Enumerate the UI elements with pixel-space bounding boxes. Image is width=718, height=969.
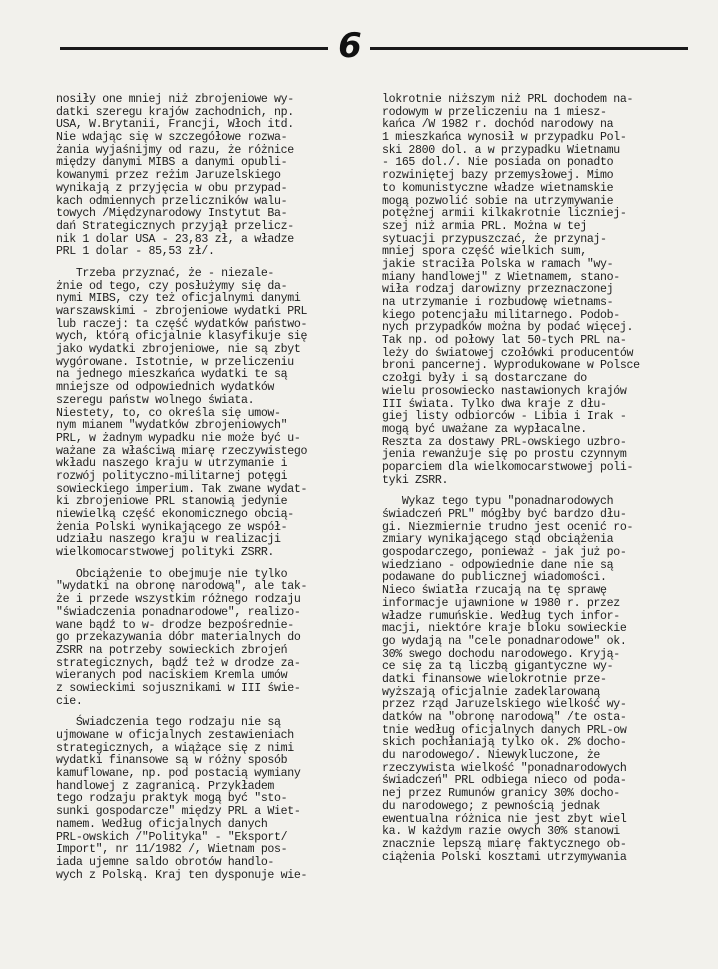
left-text-line: nosiły one mniej niż zbrojeniowe wy-	[56, 93, 294, 106]
right-text-line: tyki ZSRR.	[382, 473, 449, 487]
left-text-line: rozwój polityczno-militarnej potęgi	[56, 469, 288, 483]
left-text-line: wane bądź to w- drodze bezpośrednie-	[56, 618, 294, 632]
left-text-line: szeregu państw wolnego świata.	[56, 393, 255, 407]
right-text-line: mogą być uważane za wypłacalne.	[382, 422, 587, 436]
left-text-line: strategicznych, bądź też w drodze za-	[56, 656, 301, 670]
left-text-line: warszawskimi - zbrojeniowe wydatki PRL	[56, 305, 308, 318]
right-text-line: to komunistyczne władze wietnamskie	[382, 181, 614, 195]
left-text-line: między danymi MIBS a danymi opubli-	[56, 156, 288, 170]
left-text-line: Niestety, to, co określa się umow-	[56, 406, 281, 420]
right-text-line: rodowym w przeliczeniu na 1 miesz-	[382, 105, 607, 119]
right-text-line: du narodowego; z pewnością jednak	[382, 799, 601, 813]
left-text-line: tego rodzaju praktyk mogą być "sto-	[56, 792, 288, 806]
left-text-line: Trzeba przyznać, że - niezale-	[56, 266, 275, 280]
left-text-line: sowieckiego imperium. Tak zwane wydat-	[56, 482, 308, 496]
left-text-line: namem. Według oficjalnych danych	[56, 817, 268, 831]
page-number: 6	[338, 26, 362, 66]
left-text-line: wych, którą oficjalnie klasyfikuje się	[56, 330, 308, 344]
left-text-line: nik 1 dolar USA - 23,83 zł, a władze	[56, 232, 294, 246]
left-text-line: żania wyjaśnijmy od razu, że różnice	[56, 143, 294, 157]
left-text-line: dań Strategicznych przyjął przelicz-	[56, 219, 294, 233]
header-rule-right	[370, 47, 688, 50]
right-text-line: ewentualna różnica nie jest zbyt wiel	[382, 812, 627, 826]
right-text-line: kiego potencjału militarnego. Podob-	[382, 308, 620, 322]
right-text-line: informacje ujawnione w 1980 r. przez	[382, 596, 620, 610]
right-text-column	[382, 94, 694, 864]
left-text-line: na jednego mieszkańca wydatki te są	[56, 368, 288, 382]
left-text-line: go przekazywania dóbr materialnych do	[56, 631, 301, 645]
header-rule-left	[60, 47, 328, 50]
left-text-line: lub raczej: ta część wydatków państwo-	[56, 317, 308, 331]
right-text-line: świadczeń" PRL odbiega nieco od poda-	[382, 774, 627, 788]
left-text-line: żnie od tego, czy posłużymy się da-	[56, 279, 288, 293]
right-text-line: mniej spora część wielkich sum,	[382, 245, 587, 259]
right-text-line: znacznie lepszą miarę faktycznego ob-	[382, 837, 627, 851]
left-text-line: ZSRR na potrzeby sowieckich zbrojeń	[56, 643, 288, 657]
left-text-line: iada ujemne saldo obrotów handlo-	[56, 855, 275, 869]
right-text-line: świadczeń PRL" mógłby być bardzo dłu-	[382, 508, 627, 521]
left-text-line: wieranych pod naciskiem Kremla umów	[56, 669, 288, 683]
left-text-line: nym mianem "wydatków zbrojeniowych"	[56, 419, 288, 433]
right-text-line: tnie według oficjalnych danych PRL-ow	[382, 723, 627, 737]
right-text-line: na utrzymanie i rozbudowę wietnams-	[382, 296, 614, 309]
right-text-line: mogą pozwolić sobie na utrzymywanie	[382, 194, 614, 208]
right-text-line: czołgi były i są dostarczane do	[382, 372, 587, 386]
left-text-line: strategicznych, a wiążące się z nimi	[56, 741, 294, 755]
left-text-line: Obciążenie to obejmuje nie tylko	[56, 567, 288, 581]
left-text-line: Import", nr 11/1982 /, Wietnam pos-	[56, 843, 288, 857]
left-text-line: cie.	[56, 694, 83, 708]
left-text-line: wych z Polską. Kraj ten dysponuje wie-	[56, 868, 308, 882]
right-text-line: leży do światowej czołówki producentów	[382, 346, 634, 360]
right-text-line: jakie straciła Polska w ramach "wy-	[382, 257, 614, 271]
right-text-line: wiedziano - odpowiednie dane nie są	[382, 558, 614, 572]
right-text-line: jenia rewanżuje się po prostu czynnym	[382, 448, 627, 462]
left-text-line: że i przede wszystkim różnego rodzaju	[56, 593, 301, 607]
left-text-line: wydatki finansowe są w różny sposób	[56, 754, 288, 768]
left-text-line: Nie wdając się w szczegółowe rozwa-	[56, 131, 288, 145]
left-text-line: wynikają z przyjęcia w obu przypad-	[56, 181, 288, 195]
left-text-line: "świadczenia ponadnarodowe", realizo-	[56, 605, 301, 619]
left-text-line: kamuflowane, np. pod postacią wymiany	[56, 767, 301, 781]
right-text-line: potężnej armii kilkakrotnie liczniej-	[382, 207, 627, 221]
left-text-line: żenia Polski wynikającego ze współ-	[56, 520, 288, 534]
right-text-line: wiła rodzaj darowizny przeznaczonej	[382, 283, 614, 297]
right-text-line: skich pochłaniają tylko ok. 2% docho-	[382, 736, 627, 750]
right-text-line: go wydają na "cele ponadnarodowe" ok.	[382, 634, 627, 648]
right-text-line: gi. Niezmiernie trudno jest ocenić ro-	[382, 520, 634, 534]
left-text-line: ki zbrojeniowe PRL stanowią jedynie	[56, 495, 288, 509]
left-text-line: nymi MIBS, czy też oficjalnymi danymi	[56, 292, 301, 306]
right-text-line: Tak np. od połowy lat 50-tych PRL na-	[382, 334, 627, 348]
left-text-line: kach odmiennych przeliczników walu-	[56, 194, 288, 208]
right-text-line: kańca /W 1982 r. dochód narodowy na	[382, 118, 614, 132]
left-text-line: niewielką część ekonomicznego obcią-	[56, 508, 294, 521]
left-text-line: handlowej z zagranicą. Przykładem	[56, 779, 275, 793]
right-text-line: 30% swego dochodu narodowego. Kryją-	[382, 647, 620, 661]
right-text-line: rozwiniętej bazy przemysłowej. Mimo	[382, 169, 614, 183]
right-text-line: datków na "obronę narodową" /te osta-	[382, 711, 627, 724]
right-text-line: ciążenia Polski kosztami utrzymywania	[382, 850, 627, 864]
left-text-line: sunki gospodarcze" między PRL a Wiet-	[56, 805, 301, 819]
right-text-line: broni pancernej. Wyprodukowane w Polsce	[382, 359, 640, 373]
right-text-line: gospodarczego, ponieważ - jak już po-	[382, 546, 627, 560]
right-text-line: przez rząd Jaruzelskiego wielkość wy-	[382, 698, 627, 712]
left-text-line: PRL, w żadnym wypadku nie może być u-	[56, 431, 301, 445]
right-text-line: nej przez Rumunów granicy 30% docho-	[382, 787, 620, 801]
right-text-line: wyższają oficjalnie zadeklarowaną	[382, 685, 601, 699]
left-text-line: wielkomocarstwowej polityki ZSRR.	[56, 546, 275, 560]
right-text-line: rzeczywista wielkość "ponadnarodowych	[382, 761, 627, 775]
right-text-line: - 165 dol./. Nie posiada on ponadto	[382, 156, 614, 170]
right-text-line: Wykaz tego typu "ponadnarodowych	[382, 495, 614, 509]
right-text-line: giej listy odbiorców - Libia i Irak -	[382, 410, 627, 424]
left-text-line: kowanymi przez reżim Jaruzelskiego	[56, 169, 281, 183]
left-text-line: ujmowane w oficjalnych zestawieniach	[56, 729, 294, 742]
right-text-line: III świata. Tylko dwa kraje z dłu-	[382, 397, 607, 411]
left-text-line: "wydatki na obronę narodową", ale tak-	[56, 580, 308, 594]
right-text-line: ka. W każdym razie owych 30% stanowi	[382, 825, 620, 839]
left-text-line: USA, W.Brytanii, Francji, Włoch itd.	[56, 118, 294, 132]
left-text-line: udziału naszego kraju w realizacji	[56, 533, 281, 547]
right-text-line: poparciem dla wielkomocarstwowej poli-	[382, 460, 634, 474]
left-text-column	[56, 94, 366, 882]
left-text-line: mniejsze od odpowiednich wydatków	[56, 381, 275, 395]
right-text-line: sytuacji przypuszczać, że przynaj-	[382, 232, 607, 246]
right-text-line: ski 2800 dol. a w przypadku Wietnamu	[382, 143, 620, 157]
left-text-line: z sowieckimi sojusznikami w III świe-	[56, 681, 301, 695]
left-text-line: towych /Międzynarodowy Instytut Ba-	[56, 207, 288, 221]
left-text-line: PRL-owskich /"Polityka" - "Eksport/	[56, 830, 288, 844]
left-text-line: PRL 1 dolar - 85,53 zł/.	[56, 245, 215, 259]
left-text-line: datki szeregu krajów zachodnich, np.	[56, 105, 294, 119]
left-text-line: wkładu naszego kraju w utrzymanie i	[56, 457, 288, 471]
right-text-line: władze rumuńskie. Według tych infor-	[382, 609, 620, 623]
right-text-line: Reszta za dostawy PRL-owskiego uzbro-	[382, 435, 627, 449]
right-text-line: macji, niektóre kraje bloku sowieckie	[382, 622, 627, 636]
right-text-line: wielu prosowiecko nastawionych krajów	[382, 384, 627, 398]
right-text-line: podawane do publicznej wiadomości.	[382, 571, 607, 585]
right-text-line: nych przypadków można by podać więcej.	[382, 321, 634, 335]
right-text-line: datki finansowe wielokrotnie prze-	[382, 672, 607, 686]
right-text-line: du narodowego/. Niewykluczone, że	[382, 749, 601, 763]
right-text-line: szej niż armia PRL. Można w tej	[382, 219, 587, 233]
right-text-line: miany handlowej" z Wietnamem, stano-	[382, 270, 620, 284]
right-text-line: Nieco światła rzucają na tę sprawę	[382, 584, 607, 598]
left-text-line: ważane za właściwą miarę rzeczywistego	[56, 444, 308, 458]
left-text-line: wygórowane. Istotnie, w przeliczeniu	[56, 355, 294, 369]
left-text-line: Świadczenia tego rodzaju nie są	[56, 716, 281, 730]
right-text-line: lokrotnie niższym niż PRL dochodem na-	[382, 93, 634, 106]
right-text-line: zmiary wynikającego stąd obciążenia	[382, 533, 614, 547]
page-header	[60, 26, 688, 66]
right-text-line: 1 mieszkańca wynosił w przypadku Pol-	[382, 131, 627, 145]
right-text-line: ce się za tą liczbą gigantyczne wy-	[382, 660, 614, 674]
left-text-line: jako wydatki zbrojeniowe, nie są zbyt	[56, 343, 301, 357]
